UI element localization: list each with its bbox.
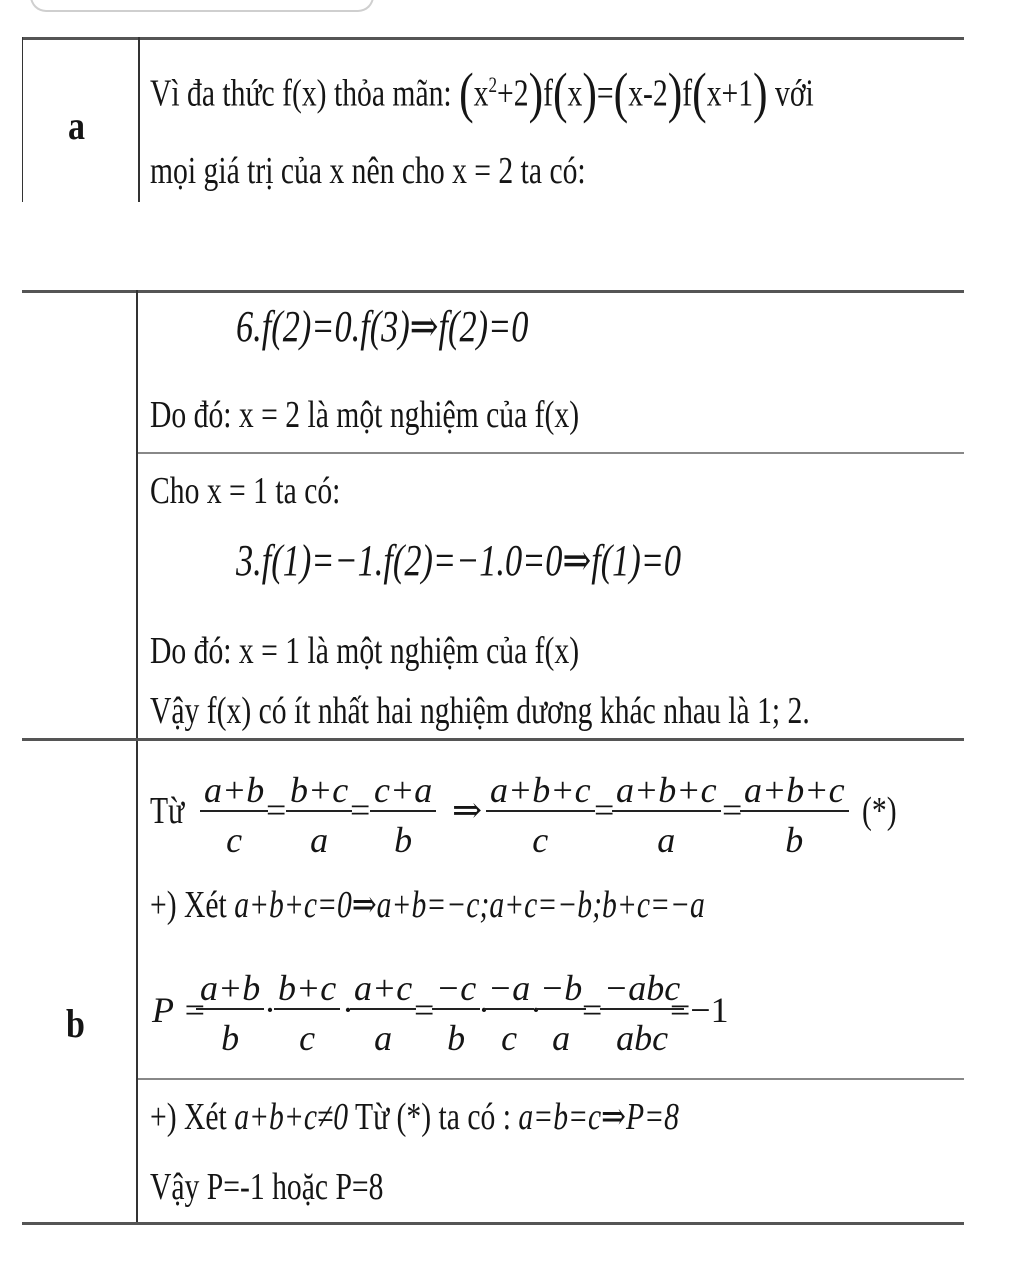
case2-line	[150, 1096, 679, 1138]
column-divider-2	[136, 290, 138, 1222]
eq-sign: =	[582, 990, 603, 1030]
equation-2: 3.f(1)=−1.f(2)=−1.0=0⇒f(1)=0	[236, 536, 682, 585]
final-b: Vậy P=-1 hoặc P=8	[150, 1166, 384, 1208]
dot: ·	[264, 990, 276, 1030]
equation-1: 6.f(2)=0.f(3)⇒f(2)=0	[236, 302, 529, 351]
result-1: =−1	[670, 990, 729, 1030]
intro-line-1: Vì đa thức f(x) thỏa mãn: $(x^2+2)f(x)=(x-2)f(x+1)$ với	[150, 62, 814, 125]
block2-top-border	[22, 290, 964, 293]
part-a-label: a	[68, 103, 85, 148]
case2-prefix: +) Xét	[150, 1096, 227, 1138]
frac-p5: $\frac{-a}{c}$	[484, 968, 534, 1058]
column-divider	[138, 37, 140, 202]
frac-abc-c: $\frac{a+b+c}{c}$	[486, 770, 595, 860]
table-bottom-border	[22, 1222, 964, 1225]
frac-p3: $\frac{a+c}{a}$	[350, 968, 416, 1058]
frac-p1: $\frac{a+b}{b}$	[196, 968, 264, 1058]
star-mark: (*)	[862, 790, 897, 832]
case2-condition: a+b+c≠0	[234, 1096, 349, 1138]
eq-sign: =	[414, 990, 435, 1030]
intro-line-2: mọi giá trị của x nên cho x = 2 ta có:	[150, 150, 586, 192]
eq-sign: =	[266, 790, 287, 830]
part-b-label: b	[66, 1001, 85, 1046]
table-top-border	[22, 37, 964, 40]
dot: ·	[530, 990, 542, 1030]
top-rounded-box	[30, 0, 374, 12]
frac-bc-a: $\frac{b+c}{a}$	[286, 770, 352, 860]
frac-ab-c: $\frac{a+b}{c}$	[200, 770, 268, 860]
eq-sign: =	[350, 790, 371, 830]
frac-p2: $\frac{b+c}{c}$	[274, 968, 340, 1058]
intro-suffix: với	[775, 72, 814, 115]
case1-equation: a+b+c=0⇒a+b=−c;a+c=−b;b+c=−a	[234, 884, 705, 926]
intro-prefix: Vì đa thức f(x) thỏa mãn:	[150, 72, 452, 115]
frac-abc-b: $\frac{a+b+c}{b}$	[740, 770, 849, 860]
case2-mid: Từ (*) ta có :	[354, 1096, 511, 1138]
case1-line	[150, 884, 705, 926]
frac-ca-b: $\frac{c+a}{b}$	[370, 770, 436, 860]
final-a: Vậy f(x) có ít nhất hai nghiệm dương khác nhau là 1; 2.	[150, 690, 810, 732]
row-divider-2	[138, 1078, 964, 1080]
frac-p7: −abc abc	[600, 968, 684, 1058]
p-label: P =	[152, 990, 207, 1030]
eq-sign: =	[722, 790, 743, 830]
dot: ·	[478, 990, 490, 1030]
eq-sign: =	[594, 790, 615, 830]
case2-equation: a=b=c⇒P=8	[518, 1096, 679, 1138]
conclusion-2: Do đó: x = 1 là một nghiệm của f(x)	[150, 630, 580, 672]
from-word: Từ	[150, 790, 185, 832]
frac-p4: $\frac{-c}{b}$	[432, 968, 480, 1058]
frac-p6: $\frac{-b}{a}$	[536, 968, 586, 1058]
row-divider-1	[138, 452, 964, 454]
frac-abc-a: $\frac{a+b+c}{a}$	[612, 770, 721, 860]
dot: ·	[342, 990, 354, 1030]
conclusion-1: Do đó: x = 2 là một nghiệm của f(x)	[150, 394, 580, 436]
left-border	[22, 37, 23, 202]
implies-sign: ⇒	[452, 790, 483, 830]
section-divider	[22, 738, 964, 741]
case1-prefix: +) Xét	[150, 884, 227, 926]
step-2: Cho x = 1 ta có:	[150, 470, 341, 512]
